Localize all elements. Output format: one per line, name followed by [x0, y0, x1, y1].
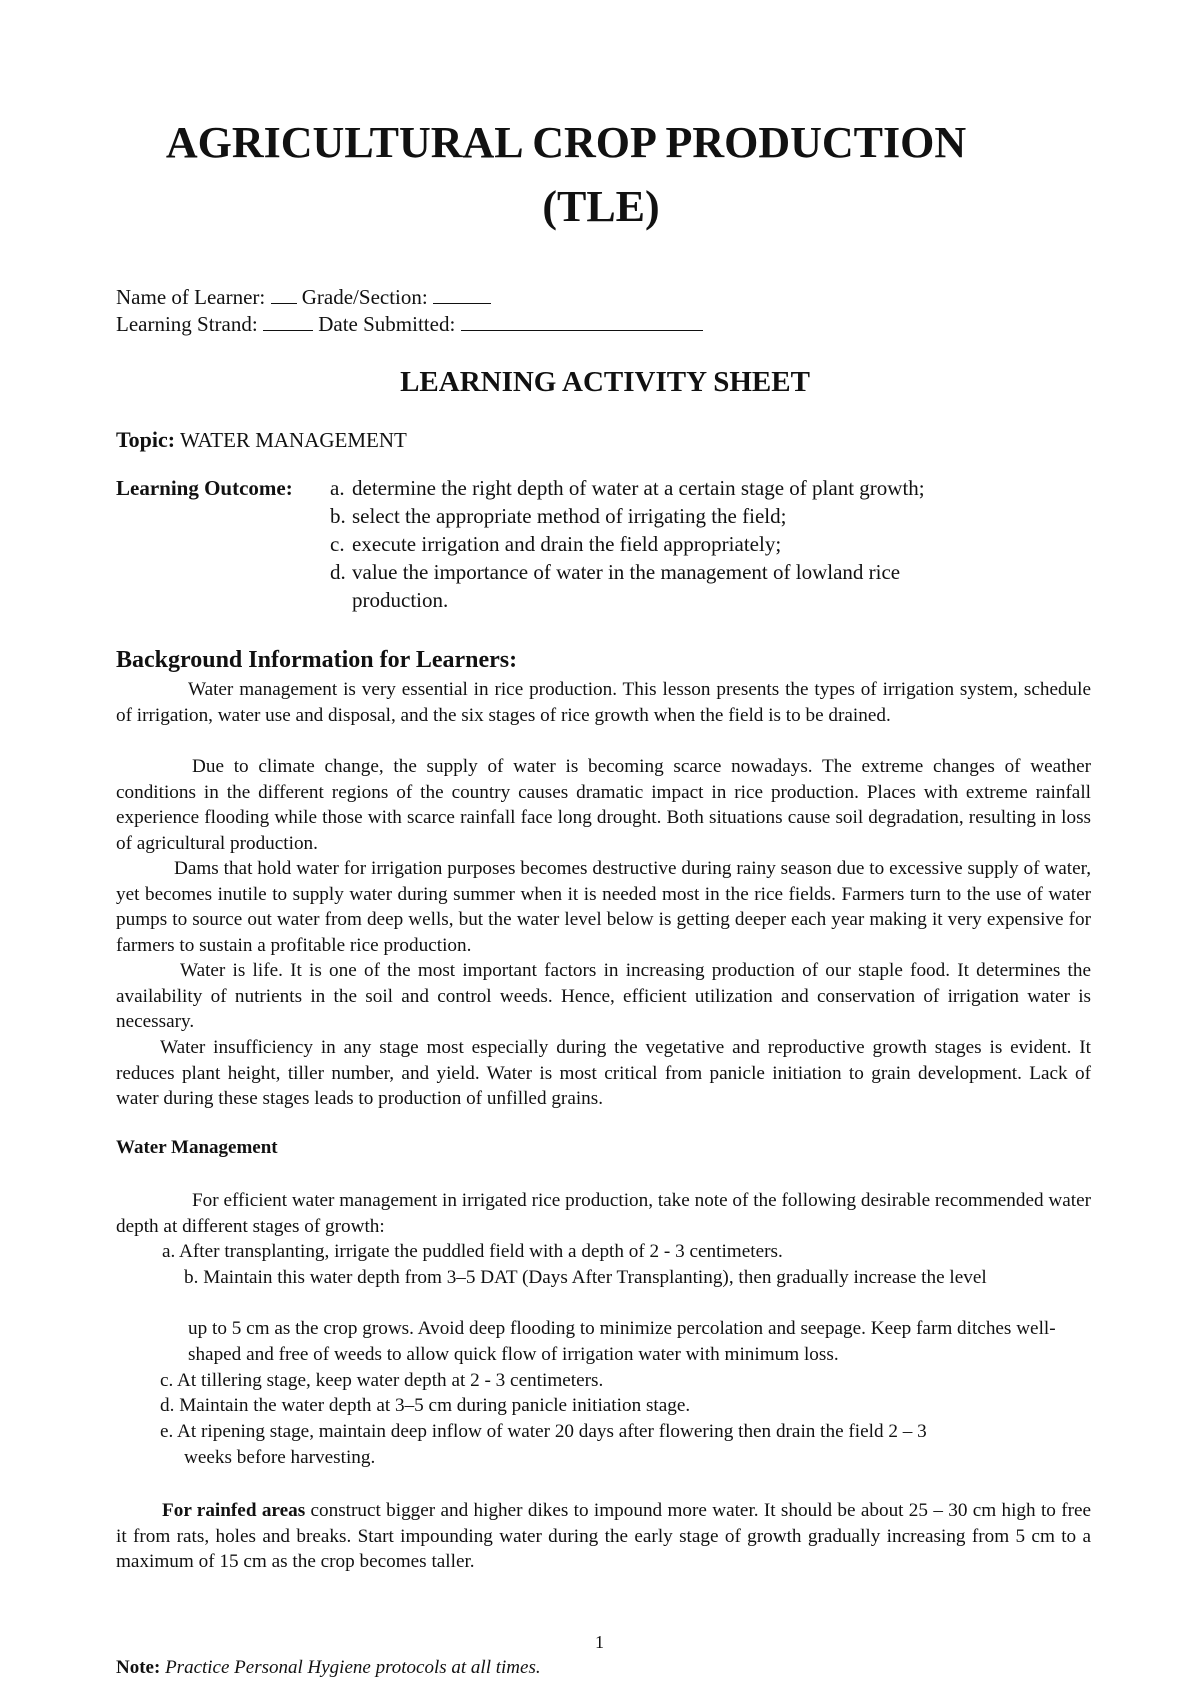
name-of-learner-label: Name of Learner:	[116, 285, 266, 309]
page-number: 1	[595, 1632, 604, 1652]
water-management-intro: For efficient water management in irrigated rice production, take note of the following desirable recommended water depth at different stages of growth:	[116, 1190, 1091, 1237]
note-label: Note:	[116, 1657, 161, 1678]
water-depth-item: a. After transplanting, irrigate the puddled field with a depth of 2 - 3 centimeters.	[162, 1241, 783, 1262]
topic-value: WATER MANAGEMENT	[179, 428, 407, 452]
background-paragraph: Dams that hold water for irrigation purposes becomes destructive during rainy season due to excessive supply of water, yet becomes inutile to supply water during summer when it is needed most in the rice fields. Farmers turn to the use of water pumps to source out water from deep wells, but the water level below is getting deeper each year making it very expensive for farmers to sustain a profitable rice production.	[116, 858, 1091, 956]
learner-info-line-2	[116, 311, 703, 337]
learning-strand-blank[interactable]	[263, 312, 313, 331]
learning-outcome-item: b. select the appropriate method of irrigating the field;	[330, 504, 787, 528]
water-depth-item: b. Maintain this water depth from 3–5 DAT (Days After Transplanting), then gradually increase the level	[184, 1267, 987, 1288]
background-paragraph: Water is life. It is one of the most important factors in increasing production of our staple food. It determines the availability of nutrients in the soil and control weeds. Hence, efficient utilization and conservation of irrigation water is necessary.	[116, 960, 1091, 1032]
date-submitted-label: Date Submitted:	[318, 312, 456, 336]
topic-line	[116, 426, 407, 454]
learning-strand-label: Learning Strand:	[116, 312, 258, 336]
name-of-learner-blank[interactable]	[271, 285, 297, 304]
learning-outcome-label: Learning Outcome:	[116, 476, 293, 500]
water-depth-item: c. At tillering stage, keep water depth at 2 - 3 centimeters.	[160, 1370, 604, 1391]
footer-note	[116, 1657, 541, 1679]
grade-section-blank[interactable]	[433, 285, 491, 304]
water-depth-item: e. At ripening stage, maintain deep inflow of water 20 days after flowering then drain the field 2 – 3	[160, 1421, 927, 1442]
topic-label: Topic:	[116, 427, 176, 452]
background-paragraph: Water management is very essential in rice production. This lesson presents the types of irrigation system, schedule of irrigation, water use and disposal, and the six stages of rice growth when the field is to be drained.	[116, 679, 1091, 726]
water-depth-item-continuation: up to 5 cm as the crop grows. Avoid deep flooding to minimize percolation and seepage. Keep farm ditches well-shaped and free of weeds to allow quick flow of irrigation water with minimum loss.	[188, 1318, 1056, 1365]
rainfed-paragraph	[116, 1498, 1091, 1575]
grade-section-label: Grade/Section:	[301, 285, 428, 309]
date-submitted-blank[interactable]	[461, 312, 703, 331]
water-management-heading: Water Management	[116, 1137, 278, 1158]
background-heading: Background Information for Learners:	[116, 647, 518, 673]
learning-outcome-item: d. value the importance of water in the management of lowland rice production.	[330, 560, 901, 612]
background-paragraph: Due to climate change, the supply of water is becoming scarce nowadays. The extreme changes of weather conditions in the different regions of the country causes dramatic impact in rice production. Places with extreme rainfall experience flooding while those with scarce rainfall face long drought. Both situations cause soil degradation, resulting in loss of agricultural production.	[116, 756, 1091, 854]
title-line-2: (TLE)	[542, 182, 660, 231]
note-text: Practice Personal Hygiene protocols at all times.	[165, 1657, 541, 1678]
learning-outcome-item: a. determine the right depth of water at a certain stage of plant growth;	[330, 476, 925, 500]
learner-info-line-1	[116, 284, 491, 310]
rainfed-bold-label: For rainfed areas	[162, 1500, 306, 1521]
background-paragraph: Water insufficiency in any stage most especially during the vegetative and reproductive growth stages is evident. It reduces plant height, tiller number, and yield. Water is most critical from panicle initiation to grain development. Lack of water during these stages leads to production of unfilled grains.	[116, 1037, 1091, 1109]
learning-outcome-item: c. execute irrigation and drain the field appropriately;	[330, 532, 782, 556]
learning-activity-sheet-title: LEARNING ACTIVITY SHEET	[400, 366, 810, 398]
rainfed-text: construct bigger and higher dikes to impound more water. It should be about 25 – 30 cm high to free it from rats, holes and breaks. Start impounding water during the early stage of growth gradually increasing from 5 cm to a maximum of 15 cm as the crop becomes taller.	[116, 1500, 1092, 1572]
title-line-1: AGRICULTURAL CROP PRODUCTION	[165, 118, 967, 167]
water-depth-item: d. Maintain the water depth at 3–5 cm during panicle initiation stage.	[160, 1395, 691, 1416]
water-depth-item-continuation: weeks before harvesting.	[184, 1447, 376, 1468]
